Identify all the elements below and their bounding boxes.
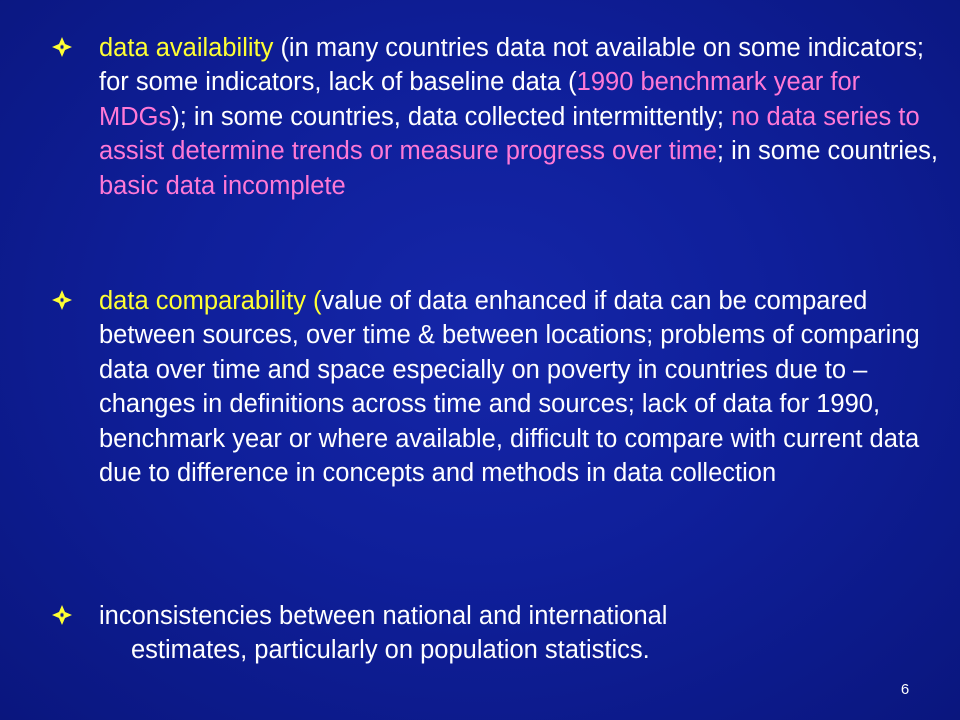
text-segment: ); in some countries, data collected intermittently; [171, 102, 732, 131]
bullet-text [99, 599, 942, 668]
bullet-line: inconsistencies between national and international [99, 602, 668, 630]
four-petal-diamond-icon [52, 285, 76, 309]
four-petal-diamond-icon [52, 32, 76, 56]
bullet-data-availability [52, 31, 942, 203]
bullet-inconsistencies [52, 599, 942, 668]
highlight-segment: 1990 benchmark year for MDGs [99, 68, 861, 131]
text-segment: value of data enhanced if data can be compared between sources, over time & between locations; problems of comparing data over time and space especially on poverty in countries due to – changes in definitions across time and sources; lack of data for 1990, benchmark year or where available, difficult to compare with current data due to difference in concepts and methods in data collection [99, 287, 920, 488]
bullet-text [99, 284, 942, 490]
bullet-text [99, 31, 942, 203]
bullet-data-comparability [52, 284, 942, 490]
highlight-segment: no data series to assist determine trends or measure progress over time [99, 102, 920, 166]
text-segment: ; in some countries, [716, 137, 939, 166]
four-petal-diamond-icon [52, 600, 76, 624]
bullet-line: estimates, particularly on population statistics. [131, 636, 650, 665]
page-number: 6 [900, 681, 910, 698]
text-segment: (in many countries data not available on some indicators; for some indicators, lack of baseline data ( [99, 34, 924, 97]
bullet-heading: data availability [99, 34, 274, 62]
bullet-heading: data comparability ( [99, 287, 322, 315]
highlight-segment: basic data incomplete [99, 171, 346, 200]
